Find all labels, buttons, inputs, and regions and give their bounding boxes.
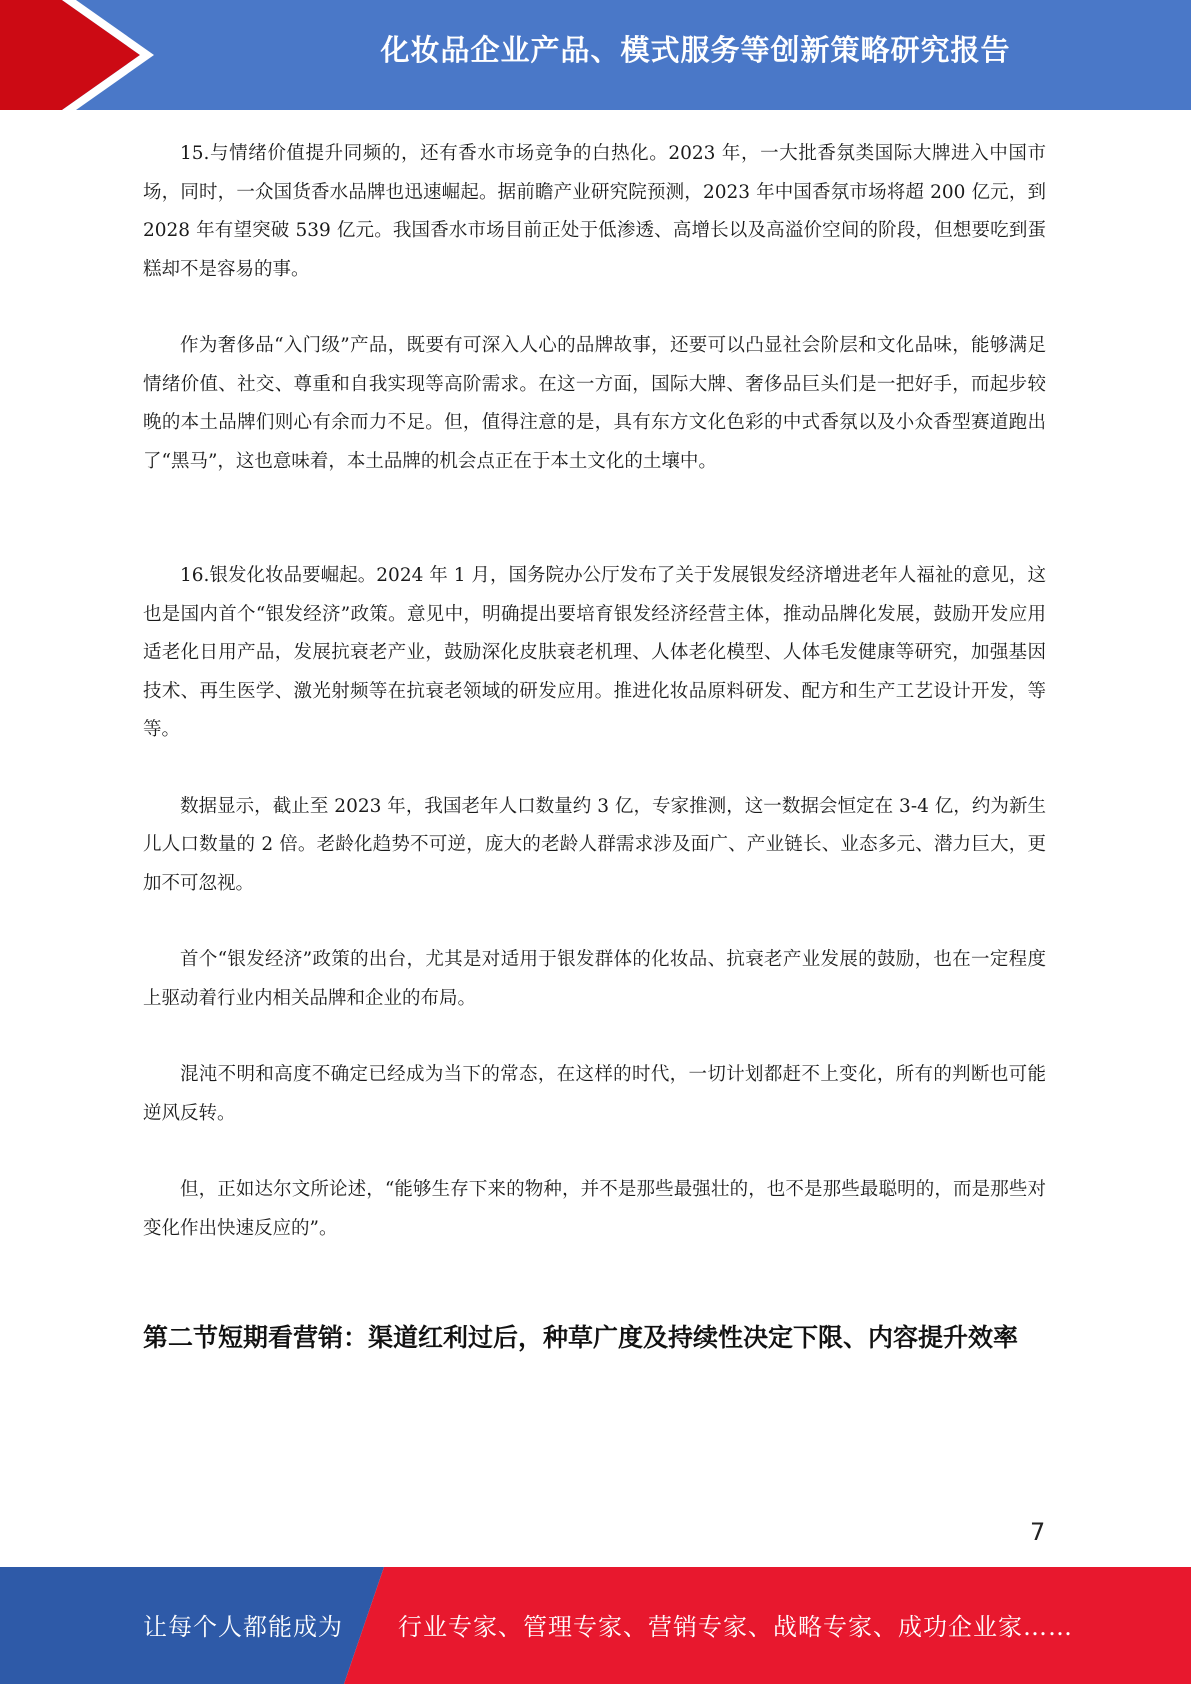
page-footer xyxy=(0,1567,1191,1684)
body-content xyxy=(143,135,1046,1248)
footer-slogan-left: 让每个人都能成为 xyxy=(143,1613,343,1641)
paragraph-uncertainty: 混沌不明和高度不确定已经成为当下的常态，在这样的时代，一切计划都赶不上变化，所有的判断也可能逆风反转。 xyxy=(143,1064,1046,1124)
header-arrow-decoration xyxy=(0,0,170,110)
footer-slogan-right: 行业专家、管理专家、营销专家、战略专家、成功企业家…… xyxy=(398,1613,1073,1641)
paragraph-darwin: 但，正如达尔文所论述，“能够生存下来的物种，并不是那些最强壮的，也不是那些最聪明的，而是那些对变化作出快速反应的”。 xyxy=(143,1179,1046,1239)
report-title: 化妆品企业产品、模式服务等创新策略研究报告 xyxy=(380,33,1011,67)
section-heading: 第二节短期看营销：渠道红利过后，种草广度及持续性决定下限、内容提升效率 xyxy=(143,1323,1019,1352)
paragraph-15: 15.与情绪价值提升同频的，还有香水市场竞争的白热化。2023 年，一大批香氛类国际大牌进入中国市场，同时，一众国货香水品牌也迅速崛起。据前瞻产业研究院预测，2023 年中国香氛市场将超 200 亿元，到 2028 年有望突破 539 亿元。我国香水市场目前正处于低渗透、高增长以及高溢价空间的阶段，但想要吃到蛋糕却不是容易的事。 xyxy=(143,143,1046,280)
paragraph-16: 16.银发化妆品要崛起。2024 年 1 月，国务院办公厅发布了关于发展银发经济增进老年人福祉的意见，这也是国内首个“银发经济”政策。意见中，明确提出要培育银发经济经营主体，推动品牌化发展，鼓励开发应用适老化日用产品，发展抗衰老产业，鼓励深化皮肤衰老机理、人体老化模型、人体毛发健康等研究，加强基因技术、再生医学、激光射频等在抗衰老领域的研发应用。推进化妆品原料研发、配方和生产工艺设计开发，等等。 xyxy=(143,565,1046,740)
paragraph-policy: 首个“银发经济”政策的出台，尤其是对适用于银发群体的化妆品、抗衰老产业发展的鼓励，也在一定程度上驱动着行业内相关品牌和企业的布局。 xyxy=(143,949,1046,1009)
paragraph-luxury: 作为奢侈品“入门级”产品，既要有可深入人心的品牌故事，还要可以凸显社会阶层和文化品味，能够满足情绪价值、社交、尊重和自我实现等高阶需求。在这一方面，国际大牌、奢侈品巨头们是一把好手，而起步较晚的本土品牌们则心有余而力不足。但，值得注意的是，具有东方文化色彩的中式香氛以及小众香型赛道跑出了“黑马”，这也意味着，本土品牌的机会点正在于本土文化的土壤中。 xyxy=(143,335,1046,472)
page-number: 7 xyxy=(1030,1518,1046,1546)
paragraph-data: 数据显示，截止至 2023 年，我国老年人口数量约 3 亿，专家推测，这一数据会恒定在 3-4 亿，约为新生儿人口数量的 2 倍。老龄化趋势不可逆，庞大的老龄人群需求涉及面广、产业链长、业态多元、潜力巨大，更加不可忽视。 xyxy=(143,795,1046,894)
page-header xyxy=(0,0,1191,110)
